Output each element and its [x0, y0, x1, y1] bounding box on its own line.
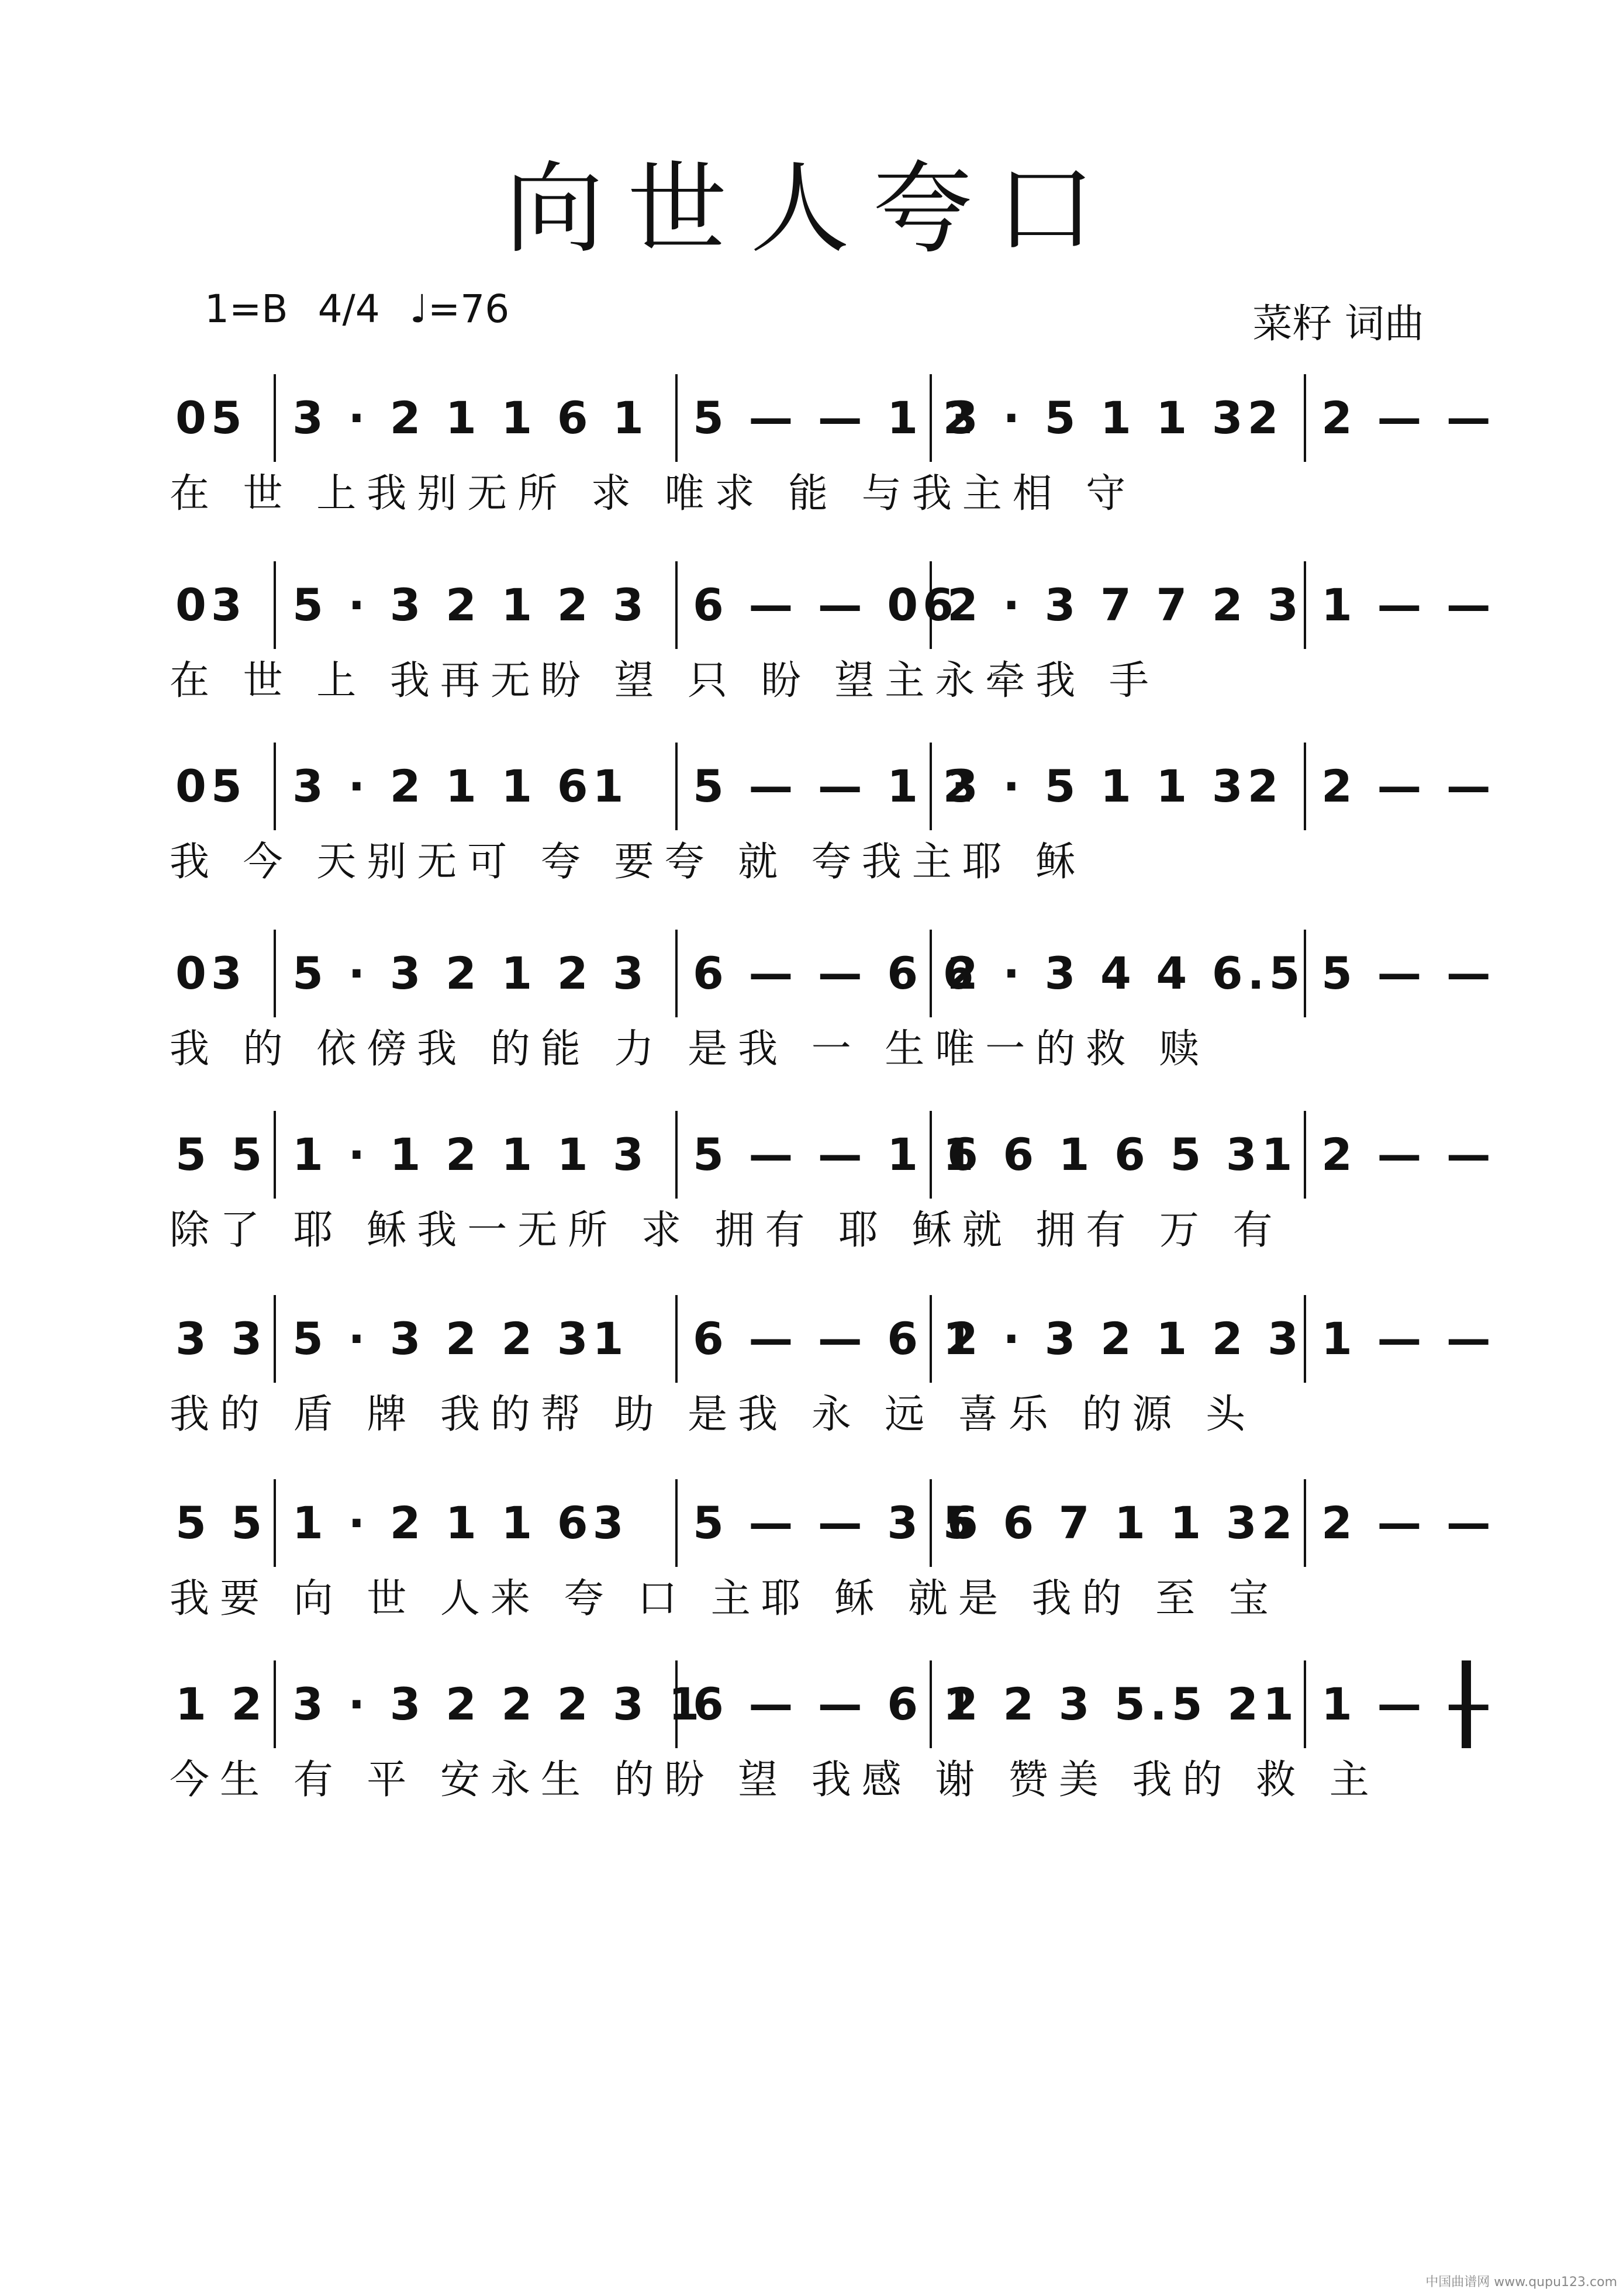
measure: 1 — — — [1321, 579, 1496, 631]
pickup-notes: 5 5 — [175, 1128, 267, 1180]
bar-line — [675, 1479, 678, 1567]
bar-line — [1304, 1111, 1306, 1199]
notation-line — [175, 930, 1496, 1017]
measure: 3 · 5 1 1 32 — [947, 760, 1283, 812]
tempo-marking: ♩=76 — [409, 286, 510, 332]
measure: 3 · 5 1 1 32 — [947, 392, 1283, 444]
score-row — [0, 1479, 1623, 1631]
watermark: 中国曲谱网 www.qupu123.com — [1425, 2275, 1617, 2290]
measure: 3 · 2 1 1 6 1 — [292, 392, 648, 444]
lyric-line: 我 今 天别无可 夸 要夸 就 夸我主耶 稣 — [170, 839, 1086, 885]
bar-line — [675, 1111, 678, 1199]
measure: 5 — — 1 2 — [693, 760, 979, 812]
bar-line — [675, 930, 678, 1017]
notation-line — [175, 374, 1496, 462]
score-row — [0, 930, 1623, 1082]
lyric-line: 我要 向 世 人来 夸 口 主耶 稣 就是 我的 至 宝 — [170, 1576, 1279, 1622]
pickup-notes: 3 3 — [175, 1313, 267, 1365]
measure: 5 — — 3 5 — [693, 1497, 979, 1549]
measure: 1 — — — [1321, 1678, 1496, 1730]
lyric-line: 我的 盾 牌 我的帮 助 是我 永 远 喜乐 的源 头 — [170, 1392, 1256, 1438]
measure: 6 — — 6 6 — [693, 947, 979, 999]
score-header — [205, 286, 509, 332]
bar-line — [1304, 1295, 1306, 1383]
measure: 5 — — 1 1 — [693, 1128, 979, 1180]
bar-line — [274, 1295, 276, 1383]
key-signature: 1=B — [205, 286, 288, 332]
bar-line — [675, 374, 678, 462]
notation-line — [175, 743, 1496, 830]
measure: 2 · 3 2 1 2 3 — [947, 1313, 1303, 1365]
bar-line — [274, 1479, 276, 1567]
lyric-line: 除了 耶 稣我一无所 求 拥有 耶 稣就 拥有 万 有 — [170, 1207, 1283, 1254]
measure: 6 6 7 1 1 32 — [947, 1497, 1297, 1549]
bar-line — [274, 930, 276, 1017]
notation-line — [175, 1295, 1496, 1383]
measure: 5 — — — [1321, 947, 1496, 999]
notation-line — [175, 1479, 1496, 1567]
bar-line — [675, 743, 678, 830]
score-row — [0, 1660, 1623, 1812]
measure: 2 — — — [1321, 1497, 1496, 1549]
measure: 6 6 1 6 5 31 — [947, 1128, 1297, 1180]
measure: 2 — — — [1321, 1128, 1496, 1180]
bar-line — [1304, 374, 1306, 462]
bar-line — [1304, 561, 1306, 649]
measure: 1 · 1 2 1 1 3 — [292, 1128, 648, 1180]
pickup-notes: 1 2 — [175, 1678, 267, 1730]
pickup-notes: 03 — [175, 579, 247, 631]
bar-line — [274, 743, 276, 830]
bar-line — [1304, 1660, 1306, 1748]
pickup-notes: 5 5 — [175, 1497, 267, 1549]
measure: 3 · 3 2 2 2 3 1 — [292, 1678, 705, 1730]
bar-line — [274, 1660, 276, 1748]
notation-line — [175, 561, 1496, 649]
measure: 5 · 3 2 1 2 3 — [292, 947, 648, 999]
lyric-line: 在 世 上我别无所 求 唯求 能 与我主相 守 — [170, 471, 1137, 517]
bar-line — [675, 1295, 678, 1383]
final-bar-line — [1462, 1660, 1471, 1748]
lyric-line: 在 世 上 我再无盼 望 只 盼 望主永牵我 手 — [170, 658, 1159, 704]
measure: 2 — — — [1321, 760, 1496, 812]
measure: 2 — — — [1321, 392, 1496, 444]
measure: 1 · 2 1 1 63 — [292, 1497, 629, 1549]
bar-line — [675, 561, 678, 649]
measure: 5 — — 1 2 — [693, 392, 979, 444]
measure: 5 · 3 2 1 2 3 — [292, 579, 648, 631]
measure: 6 — — 06 — [693, 579, 959, 631]
pickup-notes: 05 — [175, 392, 247, 444]
bar-line — [274, 374, 276, 462]
measure: 3 · 2 1 1 61 — [292, 760, 629, 812]
bar-line — [274, 561, 276, 649]
score-row — [0, 1295, 1623, 1447]
score-row — [0, 743, 1623, 895]
pickup-notes: 03 — [175, 947, 247, 999]
notation-line — [175, 1111, 1496, 1199]
author-credit: 菜籽 词曲 — [1252, 301, 1424, 347]
lyric-line: 今生 有 平 安永生 的盼 望 我感 谢 赞美 我的 救 主 — [170, 1757, 1380, 1803]
measure: 6 — — 6 1 — [693, 1678, 979, 1730]
measure: 2 2 3 5.5 21 — [947, 1678, 1299, 1730]
bar-line — [1304, 1479, 1306, 1567]
page-title: 向世人夸口 — [504, 151, 1118, 267]
score-row — [0, 1111, 1623, 1263]
time-signature: 4/4 — [317, 286, 380, 332]
measure: 6 — — 6 1 — [693, 1313, 979, 1365]
bar-line — [1304, 743, 1306, 830]
measure: 2 · 3 7 7 2 3 — [947, 579, 1303, 631]
lyric-line: 我 的 依傍我 的能 力 是我 一 生唯一的救 赎 — [170, 1026, 1210, 1072]
measure: 1 — — — [1321, 1313, 1496, 1365]
score-row — [0, 374, 1623, 526]
measure: 5 · 3 2 2 31 — [292, 1313, 629, 1365]
bar-line — [274, 1111, 276, 1199]
pickup-notes: 05 — [175, 760, 247, 812]
notation-line — [175, 1660, 1496, 1748]
score-row — [0, 561, 1623, 713]
measure: 2 · 3 4 4 6.5 — [947, 947, 1305, 999]
